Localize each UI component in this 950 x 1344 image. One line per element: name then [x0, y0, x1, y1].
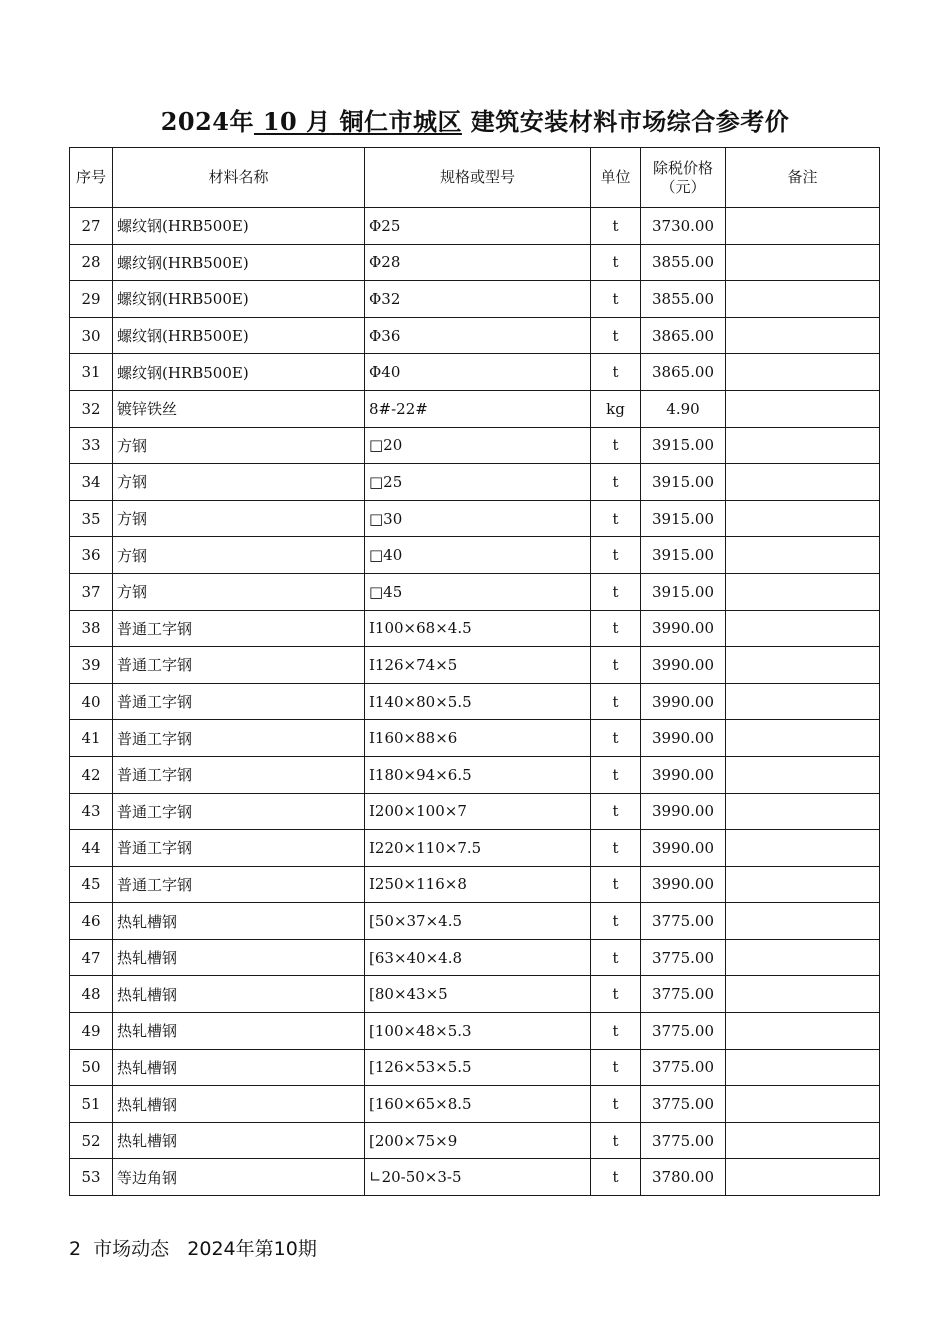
- cell-price: 3775.00: [641, 1086, 726, 1123]
- cell-no: 37: [70, 573, 113, 610]
- cell-spec: I160×88×6: [365, 720, 591, 757]
- cell-price: 3775.00: [641, 1013, 726, 1050]
- header-no: 序号: [70, 148, 113, 208]
- cell-name: 热轧槽钢: [113, 1122, 365, 1159]
- cell-unit: t: [591, 1159, 641, 1196]
- cell-spec: □45: [365, 573, 591, 610]
- cell-no: 53: [70, 1159, 113, 1196]
- cell-no: 29: [70, 281, 113, 318]
- cell-note: [726, 610, 880, 647]
- table-row: [70, 208, 880, 245]
- page-footer: 2 市场动态 2024年第10期: [69, 1238, 317, 1260]
- cell-no: 28: [70, 244, 113, 281]
- cell-no: 40: [70, 683, 113, 720]
- cell-price: 3990.00: [641, 647, 726, 684]
- table-row: [70, 244, 880, 281]
- cell-unit: t: [591, 281, 641, 318]
- title-month: 10 月: [253, 107, 331, 136]
- table-row: [70, 1086, 880, 1123]
- table-row: [70, 537, 880, 574]
- cell-name: 普通工字钢: [113, 830, 365, 867]
- cell-unit: t: [591, 976, 641, 1013]
- cell-spec: I180×94×6.5: [365, 756, 591, 793]
- cell-note: [726, 830, 880, 867]
- cell-no: 49: [70, 1013, 113, 1050]
- cell-unit: t: [591, 939, 641, 976]
- cell-no: 47: [70, 939, 113, 976]
- cell-spec: Φ32: [365, 281, 591, 318]
- cell-unit: t: [591, 354, 641, 391]
- cell-name: 镀锌铁丝: [113, 390, 365, 427]
- cell-spec: [200×75×9: [365, 1122, 591, 1159]
- title-city: 铜仁市城区: [330, 107, 462, 136]
- cell-spec: Φ28: [365, 244, 591, 281]
- cell-note: [726, 793, 880, 830]
- header-unit: 单位: [591, 148, 641, 208]
- cell-name: 方钢: [113, 500, 365, 537]
- cell-no: 33: [70, 427, 113, 464]
- cell-spec: □30: [365, 500, 591, 537]
- cell-name: 螺纹钢(HRB500E): [113, 317, 365, 354]
- cell-price: 4.90: [641, 390, 726, 427]
- cell-spec: [63×40×4.8: [365, 939, 591, 976]
- table-row: [70, 573, 880, 610]
- cell-spec: Φ25: [365, 208, 591, 245]
- cell-note: [726, 1013, 880, 1050]
- title-year: 2024年: [160, 107, 254, 136]
- cell-price: 3915.00: [641, 573, 726, 610]
- cell-no: 42: [70, 756, 113, 793]
- table-row: [70, 866, 880, 903]
- table-row: [70, 427, 880, 464]
- cell-unit: t: [591, 317, 641, 354]
- cell-note: [726, 244, 880, 281]
- header-spec: 规格或型号: [365, 148, 591, 208]
- cell-unit: t: [591, 683, 641, 720]
- cell-price: 3915.00: [641, 464, 726, 501]
- cell-name: 普通工字钢: [113, 683, 365, 720]
- table-row: [70, 830, 880, 867]
- cell-name: 普通工字钢: [113, 866, 365, 903]
- cell-name: 普通工字钢: [113, 756, 365, 793]
- cell-price: 3915.00: [641, 537, 726, 574]
- cell-name: 普通工字钢: [113, 720, 365, 757]
- cell-note: [726, 976, 880, 1013]
- table-row: [70, 647, 880, 684]
- cell-spec: I140×80×5.5: [365, 683, 591, 720]
- table-row: [70, 354, 880, 391]
- cell-name: 方钢: [113, 464, 365, 501]
- cell-spec: I200×100×7: [365, 793, 591, 830]
- cell-no: 35: [70, 500, 113, 537]
- header-note: 备注: [726, 148, 880, 208]
- table-row: [70, 390, 880, 427]
- cell-name: 普通工字钢: [113, 793, 365, 830]
- table-row: [70, 1049, 880, 1086]
- cell-spec: [50×37×4.5: [365, 903, 591, 940]
- cell-note: [726, 500, 880, 537]
- cell-spec: I220×110×7.5: [365, 830, 591, 867]
- table-row: [70, 793, 880, 830]
- cell-no: 41: [70, 720, 113, 757]
- title-rest: 建筑安装材料市场综合参考价: [461, 107, 790, 136]
- cell-price: 3775.00: [641, 1049, 726, 1086]
- table-row: [70, 903, 880, 940]
- table-row: [70, 464, 880, 501]
- table-header-row: [70, 148, 880, 208]
- cell-price: 3865.00: [641, 317, 726, 354]
- cell-note: [726, 1049, 880, 1086]
- cell-price: 3990.00: [641, 866, 726, 903]
- cell-price: 3915.00: [641, 427, 726, 464]
- cell-unit: t: [591, 537, 641, 574]
- cell-spec: ∟20-50×3-5: [365, 1159, 591, 1196]
- cell-name: 热轧槽钢: [113, 976, 365, 1013]
- cell-spec: [80×43×5: [365, 976, 591, 1013]
- cell-unit: t: [591, 903, 641, 940]
- cell-name: 热轧槽钢: [113, 939, 365, 976]
- cell-spec: I126×74×5: [365, 647, 591, 684]
- cell-no: 38: [70, 610, 113, 647]
- header-price-line1: 除税价格: [652, 158, 713, 177]
- page-title: [0, 102, 950, 137]
- cell-name: 热轧槽钢: [113, 1013, 365, 1050]
- cell-no: 45: [70, 866, 113, 903]
- cell-price: 3990.00: [641, 720, 726, 757]
- cell-unit: t: [591, 427, 641, 464]
- table-row: [70, 281, 880, 318]
- cell-note: [726, 683, 880, 720]
- cell-note: [726, 573, 880, 610]
- table-row: [70, 756, 880, 793]
- header-price: [641, 148, 726, 208]
- cell-price: 3990.00: [641, 793, 726, 830]
- cell-name: 螺纹钢(HRB500E): [113, 354, 365, 391]
- cell-spec: Φ36: [365, 317, 591, 354]
- table-row: [70, 1122, 880, 1159]
- cell-price: 3915.00: [641, 500, 726, 537]
- cell-price: 3775.00: [641, 939, 726, 976]
- cell-note: [726, 354, 880, 391]
- cell-no: 52: [70, 1122, 113, 1159]
- header-price-line2: （元）: [660, 177, 706, 196]
- cell-unit: t: [591, 756, 641, 793]
- cell-price: 3775.00: [641, 976, 726, 1013]
- cell-no: 31: [70, 354, 113, 391]
- cell-note: [726, 1086, 880, 1123]
- cell-name: 方钢: [113, 537, 365, 574]
- cell-unit: t: [591, 866, 641, 903]
- cell-name: 热轧槽钢: [113, 1086, 365, 1123]
- cell-spec: □40: [365, 537, 591, 574]
- cell-note: [726, 903, 880, 940]
- cell-name: 螺纹钢(HRB500E): [113, 281, 365, 318]
- cell-no: 36: [70, 537, 113, 574]
- cell-price: 3990.00: [641, 756, 726, 793]
- cell-spec: I250×116×8: [365, 866, 591, 903]
- cell-unit: t: [591, 1013, 641, 1050]
- cell-no: 51: [70, 1086, 113, 1123]
- cell-unit: t: [591, 573, 641, 610]
- cell-no: 50: [70, 1049, 113, 1086]
- cell-price: 3990.00: [641, 683, 726, 720]
- cell-price: 3855.00: [641, 244, 726, 281]
- cell-price: 3730.00: [641, 208, 726, 245]
- cell-no: 44: [70, 830, 113, 867]
- cell-note: [726, 756, 880, 793]
- cell-unit: kg: [591, 390, 641, 427]
- cell-note: [726, 317, 880, 354]
- cell-spec: □20: [365, 427, 591, 464]
- cell-note: [726, 939, 880, 976]
- cell-spec: Φ40: [365, 354, 591, 391]
- cell-name: 方钢: [113, 427, 365, 464]
- cell-note: [726, 1122, 880, 1159]
- cell-no: 27: [70, 208, 113, 245]
- cell-price: 3990.00: [641, 830, 726, 867]
- cell-note: [726, 208, 880, 245]
- table-row: [70, 610, 880, 647]
- cell-name: 螺纹钢(HRB500E): [113, 244, 365, 281]
- cell-no: 43: [70, 793, 113, 830]
- cell-no: 34: [70, 464, 113, 501]
- cell-no: 48: [70, 976, 113, 1013]
- cell-unit: t: [591, 1122, 641, 1159]
- cell-unit: t: [591, 720, 641, 757]
- cell-note: [726, 464, 880, 501]
- cell-note: [726, 720, 880, 757]
- cell-spec: I100×68×4.5: [365, 610, 591, 647]
- cell-note: [726, 427, 880, 464]
- cell-unit: t: [591, 830, 641, 867]
- cell-name: 螺纹钢(HRB500E): [113, 208, 365, 245]
- price-table: [69, 147, 880, 1196]
- cell-note: [726, 1159, 880, 1196]
- cell-name: 热轧槽钢: [113, 903, 365, 940]
- cell-note: [726, 866, 880, 903]
- cell-unit: t: [591, 1086, 641, 1123]
- cell-price: 3865.00: [641, 354, 726, 391]
- table-row: [70, 500, 880, 537]
- table-row: [70, 683, 880, 720]
- cell-price: 3780.00: [641, 1159, 726, 1196]
- cell-note: [726, 281, 880, 318]
- cell-unit: t: [591, 647, 641, 684]
- cell-name: 方钢: [113, 573, 365, 610]
- cell-note: [726, 537, 880, 574]
- cell-note: [726, 647, 880, 684]
- cell-spec: [126×53×5.5: [365, 1049, 591, 1086]
- cell-note: [726, 390, 880, 427]
- table-row: [70, 939, 880, 976]
- cell-unit: t: [591, 500, 641, 537]
- cell-unit: t: [591, 793, 641, 830]
- cell-no: 32: [70, 390, 113, 427]
- cell-name: 普通工字钢: [113, 647, 365, 684]
- table-body: [70, 208, 880, 1196]
- cell-no: 30: [70, 317, 113, 354]
- cell-no: 39: [70, 647, 113, 684]
- cell-price: 3990.00: [641, 610, 726, 647]
- table-row: [70, 1159, 880, 1196]
- cell-spec: [160×65×8.5: [365, 1086, 591, 1123]
- table-row: [70, 976, 880, 1013]
- cell-spec: □25: [365, 464, 591, 501]
- cell-name: 普通工字钢: [113, 610, 365, 647]
- cell-spec: [100×48×5.3: [365, 1013, 591, 1050]
- table-row: [70, 317, 880, 354]
- cell-unit: t: [591, 1049, 641, 1086]
- header-name: 材料名称: [113, 148, 365, 208]
- table-row: [70, 720, 880, 757]
- cell-unit: t: [591, 610, 641, 647]
- cell-name: 热轧槽钢: [113, 1049, 365, 1086]
- cell-unit: t: [591, 244, 641, 281]
- cell-spec: 8#-22#: [365, 390, 591, 427]
- table-row: [70, 1013, 880, 1050]
- cell-price: 3775.00: [641, 903, 726, 940]
- cell-unit: t: [591, 464, 641, 501]
- cell-price: 3775.00: [641, 1122, 726, 1159]
- cell-no: 46: [70, 903, 113, 940]
- cell-unit: t: [591, 208, 641, 245]
- cell-price: 3855.00: [641, 281, 726, 318]
- cell-name: 等边角钢: [113, 1159, 365, 1196]
